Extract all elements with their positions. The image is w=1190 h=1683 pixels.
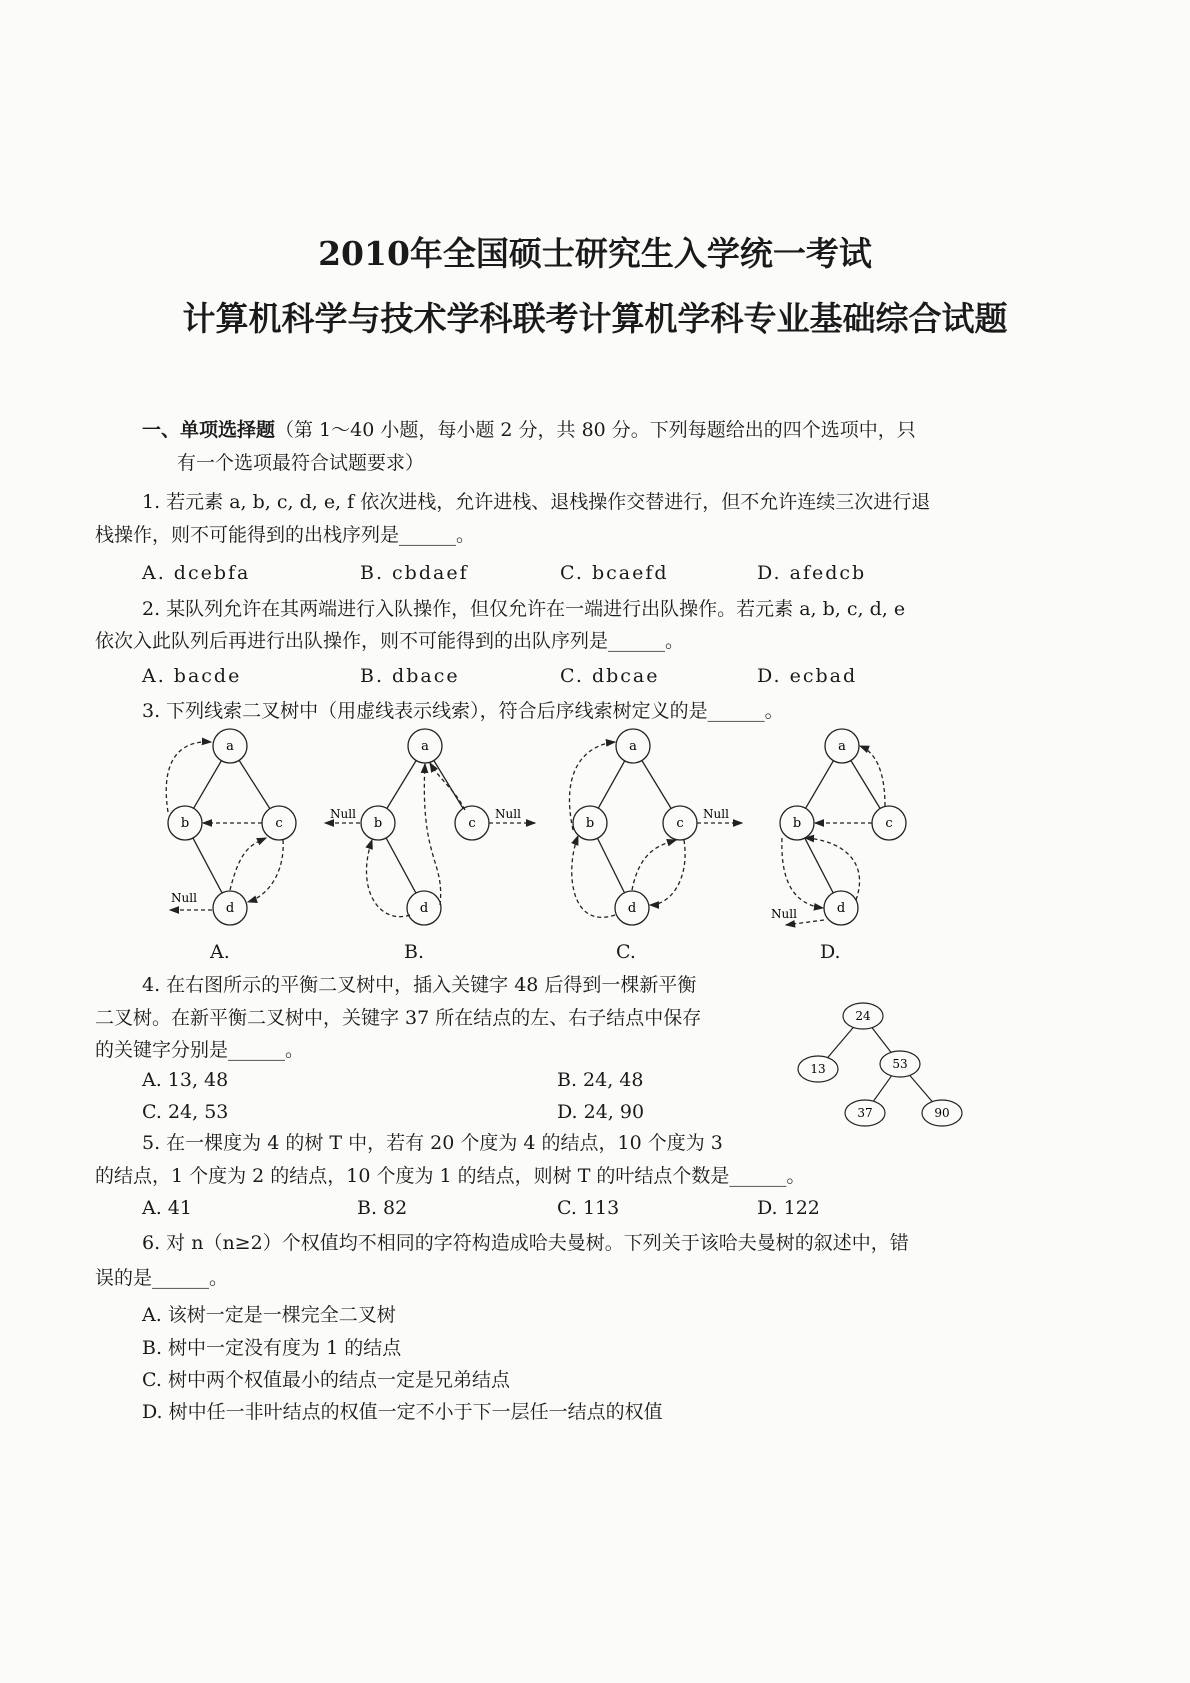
tree-node-label: d: [836, 901, 846, 916]
thread-d-c: [230, 838, 266, 890]
q2-option-c: C. dbcae: [560, 665, 660, 687]
thread-c-d: [650, 840, 685, 905]
tree-edge: [387, 761, 416, 809]
tree-node-label: a: [629, 739, 637, 754]
null-label: Null: [495, 807, 521, 821]
tree-edge: [434, 761, 463, 809]
avl-node-label: 13: [810, 1062, 826, 1076]
thread-c-d: [248, 840, 283, 902]
tree-node-label: b: [585, 816, 595, 831]
q1-option-c: C. bcaefd: [560, 562, 669, 584]
q2-stem: 2. 某队列允许在其两端进行入队操作，但仅允许在一端进行出队操作。若元素 a, b, c, d, e: [142, 598, 906, 620]
q1-option-d: D. afedcb: [757, 562, 867, 584]
tree-edge: [805, 838, 833, 893]
exam-title: 2010年全国硕士研究生入学统一考试: [318, 234, 872, 273]
tree-edge: [239, 760, 270, 808]
tree-node-label: c: [468, 816, 476, 831]
q1-option-a: A. dcebfa: [142, 562, 251, 584]
thread-d-b: [572, 836, 615, 917]
q5-option-c: C. 113: [557, 1197, 620, 1219]
null-label: Null: [171, 891, 197, 905]
q6-option-c: C. 树中两个权值最小的结点一定是兄弟结点: [142, 1369, 510, 1391]
q4-option-b: B. 24, 48: [557, 1069, 644, 1091]
thread-b-a: [166, 742, 211, 812]
q2-option-a: A. bacde: [142, 665, 242, 687]
tree-node-label: a: [226, 739, 234, 754]
q3-option-b: B.: [404, 941, 425, 963]
tree-node-label: c: [676, 816, 684, 831]
q5-option-a: A. 41: [142, 1197, 192, 1219]
q1-stem: 1. 若元素 a, b, c, d, e, f 依次进栈，允许进栈、退栈操作交替进行，但不允许连续三次进行退: [142, 491, 931, 513]
q3-option-c: C.: [616, 941, 636, 963]
tree-node-label: d: [419, 901, 429, 916]
tree-node-label: b: [180, 816, 190, 831]
q3-option-a: A.: [210, 941, 230, 963]
q3-option-d: D.: [820, 941, 841, 963]
q4-option-c: C. 24, 53: [142, 1101, 229, 1123]
null-label: Null: [771, 907, 797, 921]
q5-option-d: D. 122: [757, 1197, 820, 1219]
avl-node-label: 37: [857, 1106, 873, 1120]
q2-stem-cont: 依次入此队列后再进行出队操作，则不可能得到的出队序列是______。: [95, 630, 685, 652]
tree-node-label: b: [373, 816, 383, 831]
tree-edge: [851, 761, 880, 809]
tree-node-label: a: [421, 739, 429, 754]
q4-option-d: D. 24, 90: [557, 1101, 645, 1123]
q4-option-a: A. 13, 48: [142, 1069, 229, 1091]
q2-option-b: B. dbace: [360, 665, 460, 687]
q6-option-a: A. 该树一定是一棵完全二叉树: [142, 1304, 396, 1326]
q6-option-d: D. 树中任一非叶结点的权值一定不小于下一层任一结点的权值: [142, 1401, 663, 1423]
q6-stem-cont: 误的是______。: [95, 1267, 229, 1289]
tree-node-label: c: [275, 816, 283, 831]
section-desc: （第 1～40 小题，每小题 2 分，共 80 分。下列每题给出的四个选项中，只: [275, 419, 916, 441]
thread-d-c: [632, 840, 676, 890]
null-label: Null: [703, 807, 729, 821]
q6-stem: 6. 对 n（n≥2）个权值均不相同的字符构造成哈夫曼树。下列关于该哈夫曼树的叙述中，错: [142, 1232, 909, 1254]
tree-node-label: d: [627, 901, 637, 916]
q6-option-b: B. 树中一定没有度为 1 的结点: [142, 1337, 402, 1359]
avl-node-label: 53: [892, 1057, 908, 1071]
q4-stem: 4. 在右图所示的平衡二叉树中，插入关键字 48 后得到一棵新平衡: [142, 974, 697, 996]
q4-stem-cont2: 的关键字分别是______。: [95, 1039, 305, 1061]
null-label: Null: [330, 807, 356, 821]
tree-edge: [386, 838, 416, 893]
section-desc-cont: 有一个选项最符合试题要求）: [177, 452, 425, 474]
tree-edge: [193, 838, 222, 893]
q2-option-d: D. ecbad: [757, 665, 858, 687]
tree-node-label: d: [225, 901, 235, 916]
q5-stem: 5. 在一棵度为 4 的树 T 中，若有 20 个度为 4 的结点，10 个度为 3: [142, 1132, 723, 1154]
tree-edge: [806, 761, 834, 809]
avl-node-label: 24: [855, 1009, 871, 1023]
tree-node-label: b: [792, 816, 802, 831]
thread-d-b: [366, 840, 410, 917]
q1-option-b: B. cbdaef: [360, 562, 469, 584]
thread-b-d: [782, 838, 823, 908]
tree-edge: [642, 761, 671, 809]
thread-d-a: [424, 764, 440, 905]
q4-stem-cont: 二叉树。在新平衡二叉树中，关键字 37 所在结点的左、右子结点中保存: [95, 1007, 702, 1029]
avl-node-label: 90: [934, 1106, 950, 1120]
tree-edge: [194, 761, 222, 809]
tree-node-label: a: [838, 739, 846, 754]
exam-subtitle: 计算机科学与技术学科联考计算机学科专业基础综合试题: [182, 299, 1008, 338]
q3-stem: 3. 下列线索二叉树中（用虚线表示线索），符合后序线索树定义的是______。: [142, 700, 784, 722]
tree-edge: [598, 761, 624, 808]
q5-option-b: B. 82: [357, 1197, 408, 1219]
tree-edge: [598, 838, 625, 893]
tree-node-label: c: [885, 816, 893, 831]
q1-stem-cont: 栈操作，则不可能得到的出栈序列是______。: [95, 524, 476, 546]
q5-stem-cont: 的结点，1 个度为 2 的结点，10 个度为 1 的结点，则树 T 的叶结点个数是______。: [95, 1165, 806, 1187]
section-heading: 一、单项选择题: [142, 419, 276, 441]
